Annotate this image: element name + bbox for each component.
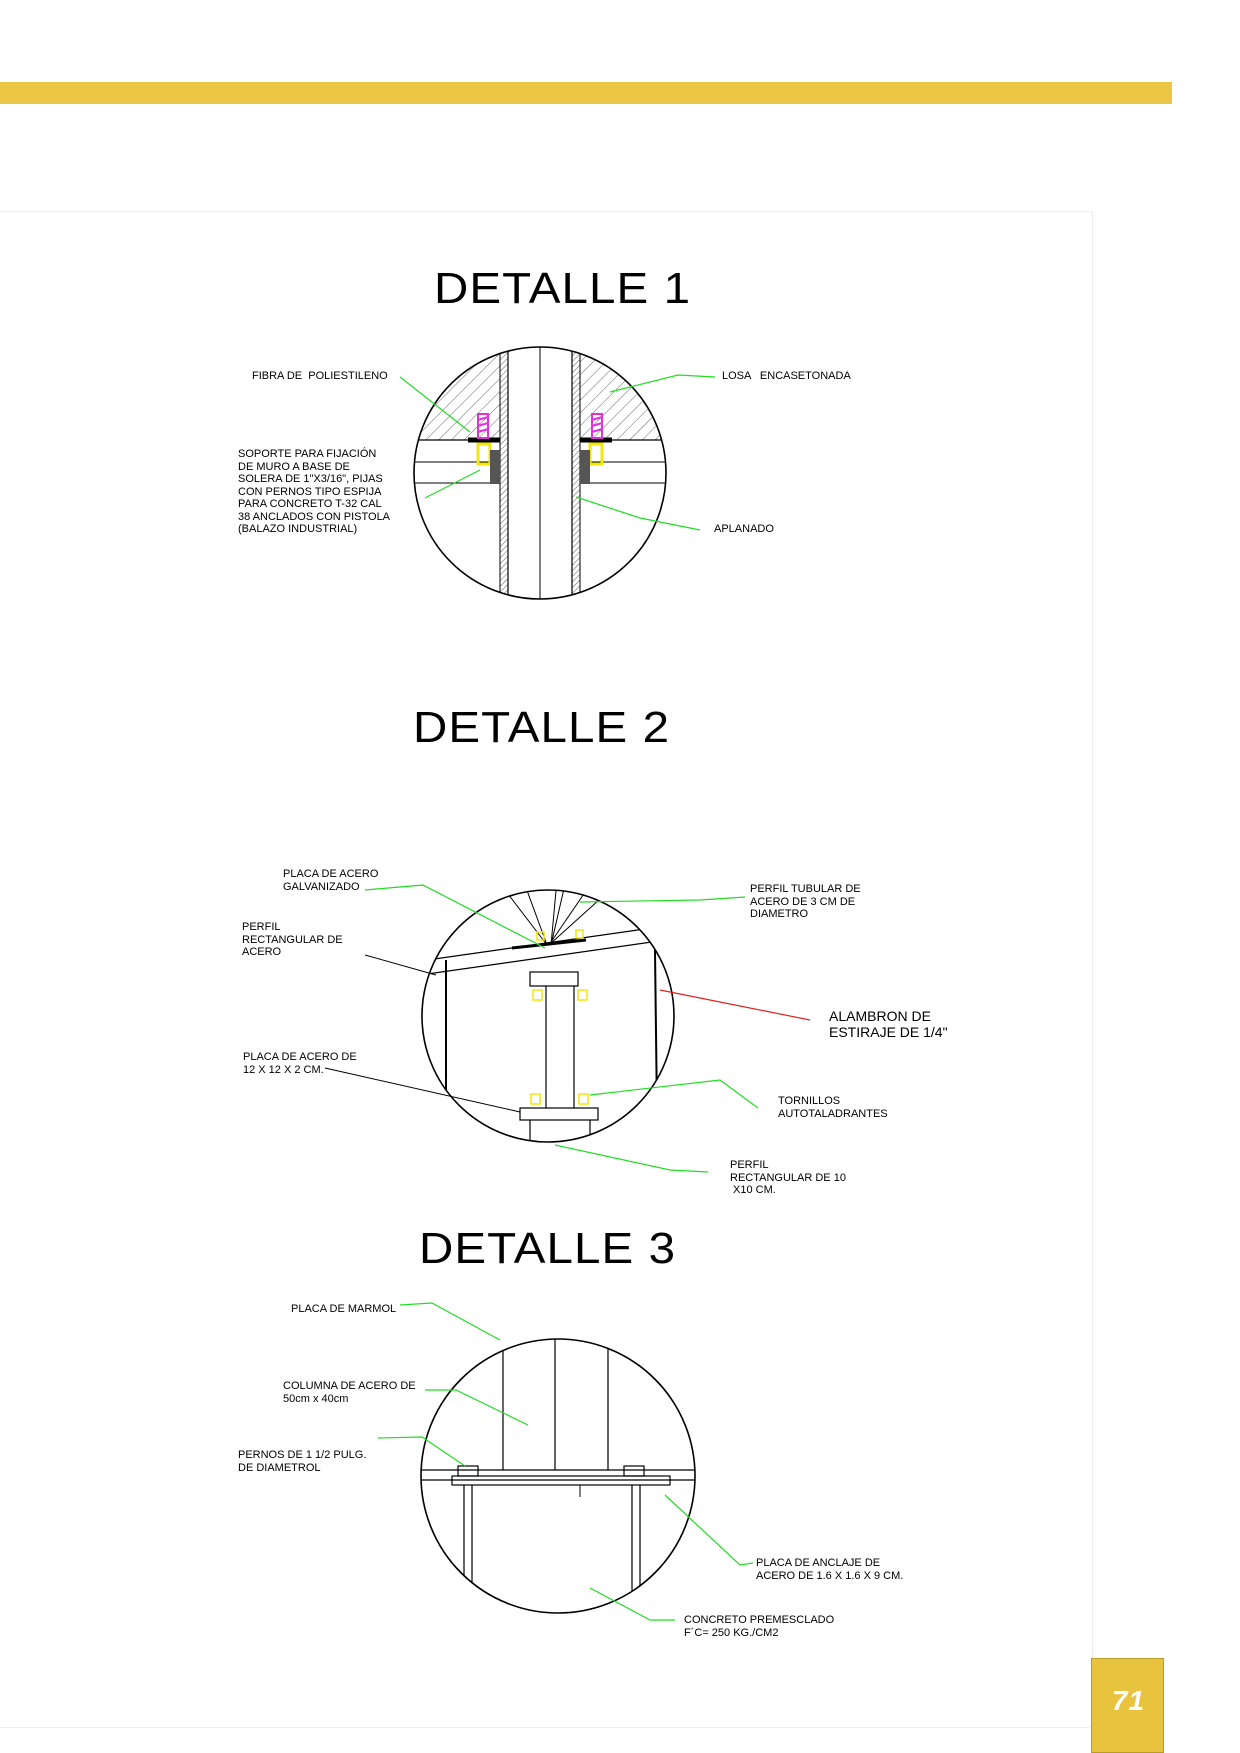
bolts-yellow [531, 930, 588, 1104]
label-columna-acero: COLUMNA DE ACERO DE 50cm x 40cm [283, 1380, 416, 1405]
detail-2-red-leader [660, 990, 810, 1020]
label-concreto: CONCRETO PREMESCLADO F´C= 250 KG./CM2 [684, 1614, 835, 1639]
label-losa-encasetonada: LOSA ENCASETONADA [722, 370, 851, 382]
label-aplanado: APLANADO [714, 523, 774, 535]
detail-3-section [378, 1303, 753, 1620]
plaster-right [572, 340, 580, 610]
page-number: 71 [1111, 1685, 1146, 1716]
detail-2-circle [422, 890, 674, 1142]
detail-1-geometry [400, 340, 680, 610]
page-number-box [1091, 1658, 1164, 1753]
label-placa-marmol: PLACA DE MARMOL [291, 1303, 397, 1315]
detail-2-green-leaders [365, 885, 758, 1172]
detail-3-title: DETALLE 3 [419, 1224, 677, 1273]
detail-1-title: DETALLE 1 [434, 264, 692, 313]
detail-3-leaders [378, 1303, 753, 1620]
label-placa-galvanizado: PLACA DE ACERO GALVANIZADO [283, 868, 379, 893]
label-fibra-poliestileno: FIBRA DE POLIESTILENO [252, 370, 388, 382]
label-tornillos: TORNILLOS AUTOTALADRANTES [778, 1095, 888, 1120]
detail-3-geometry [420, 1330, 700, 1620]
label-perfil-10x10: PERFIL RECTANGULAR DE 10 X10 CM. [730, 1159, 846, 1196]
detail-1-section [400, 340, 715, 610]
plaster-left [500, 340, 508, 610]
label-perfil-rectangular: PERFIL RECTANGULAR DE ACERO [242, 921, 343, 958]
label-alambron: ALAMBRON DE ESTIRAJE DE 1/4" [829, 1008, 948, 1040]
detail-2-section [325, 880, 810, 1172]
label-placa-12x12: PLACA DE ACERO DE 12 X 12 X 2 CM. [243, 1051, 357, 1076]
detail-2-geometry [420, 880, 680, 1160]
detail-2-title: DETALLE 2 [413, 703, 671, 752]
slab-hatch-left [400, 340, 500, 440]
label-perfil-tubular: PERFIL TUBULAR DE ACERO DE 3 CM DE DIAMETRO [750, 883, 861, 920]
label-placa-anclaje: PLACA DE ANCLAJE DE ACERO DE 1.6 X 1.6 X 9 CM. [756, 1557, 904, 1582]
label-soporte-fijacion: SOPORTE PARA FIJACIÓN DE MURO A BASE DE SOLERA DE 1"X3/16", PIJAS CON PERNOS TIPO ESPIJA PARA CONCRETO T-32 CAL 38 ANCLADOS CON PISTOLA (BALAZO INDUSTRIAL) [238, 448, 391, 535]
label-pernos: PERNOS DE 1 1/2 PULG. DE DIAMETROL [238, 1449, 367, 1474]
